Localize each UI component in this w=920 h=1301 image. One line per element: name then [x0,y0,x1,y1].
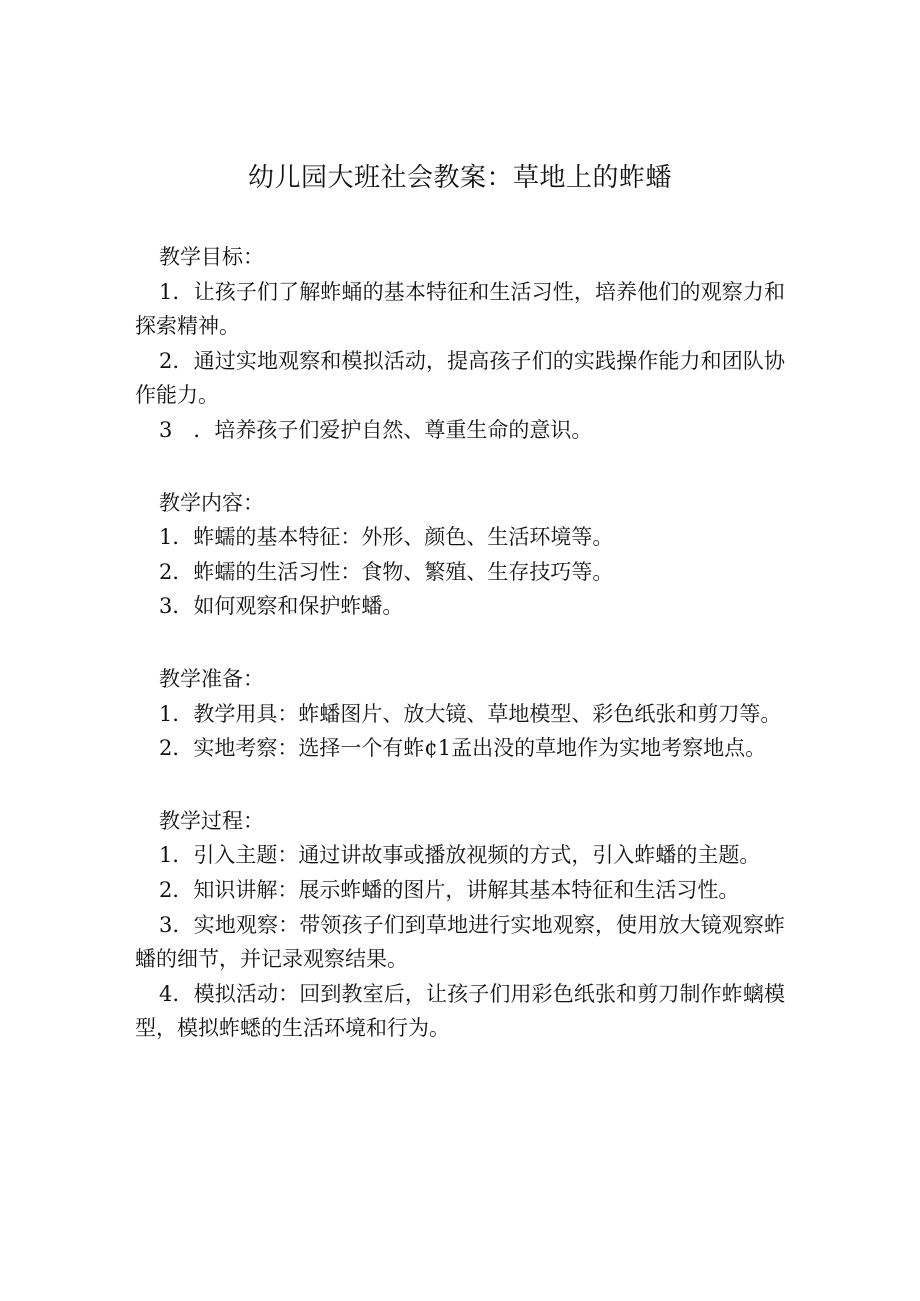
list-item: 1．引入主题：通过讲故事或播放视频的方式，引入蚱蟠的主题。 [159,843,761,868]
list-item: 3．如何观察和保护蚱蟠。 [159,594,404,619]
list-item: 3 ．培养孩子们爱护自然、尊重生命的意识。 [159,417,593,442]
document-body [135,240,785,1084]
list-item: 1．让孩子们了解蚱蛹的基本特征和生活习性，培养他们的观察力和探索精神。 [135,279,785,339]
section-teaching-preparation [135,662,785,766]
list-item: 1．教学用具：蚱蟠图片、放大镜、草地模型、彩色纸张和剪刀等。 [159,701,782,726]
section-heading: 教学准备： [159,666,264,691]
section-teaching-content [135,486,785,624]
section-heading: 教学目标： [159,245,264,269]
list-item: 2．通过实地观察和模拟活动，提高孩子们的实践操作能力和团队协作能力。 [135,348,785,408]
section-teaching-goals [135,240,785,448]
document-title: 幼儿园大班社会教案：草地上的蚱蟠 [247,163,672,193]
list-item: 2．知识讲解：展示蚱蟠的图片，讲解其基本特征和生活习性。 [159,877,740,902]
list-item: 3．实地观察：带领孩子们到草地进行实地观察，使用放大镜观察蚱蟠的细节，并记录观察结果。 [135,912,785,972]
section-teaching-process [135,804,785,1046]
list-item: 2．蚱蠕的生活习性：食物、繁殖、生存技巧等。 [159,559,614,584]
list-item: 2．实地考察：选择一个有蚱¢1孟出没的草地作为实地考察地点。 [159,736,767,761]
section-heading: 教学过程： [159,808,264,833]
list-item: 4．模拟活动：回到教室后，让孩子们用彩色纸张和剪刀制作蚱螭模型，模拟蚱蟋的生活环境和行为。 [135,981,785,1041]
section-heading: 教学内容： [159,490,264,515]
list-item: 1．蚱蠕的基本特征：外形、颜色、生活环境等。 [159,525,614,550]
